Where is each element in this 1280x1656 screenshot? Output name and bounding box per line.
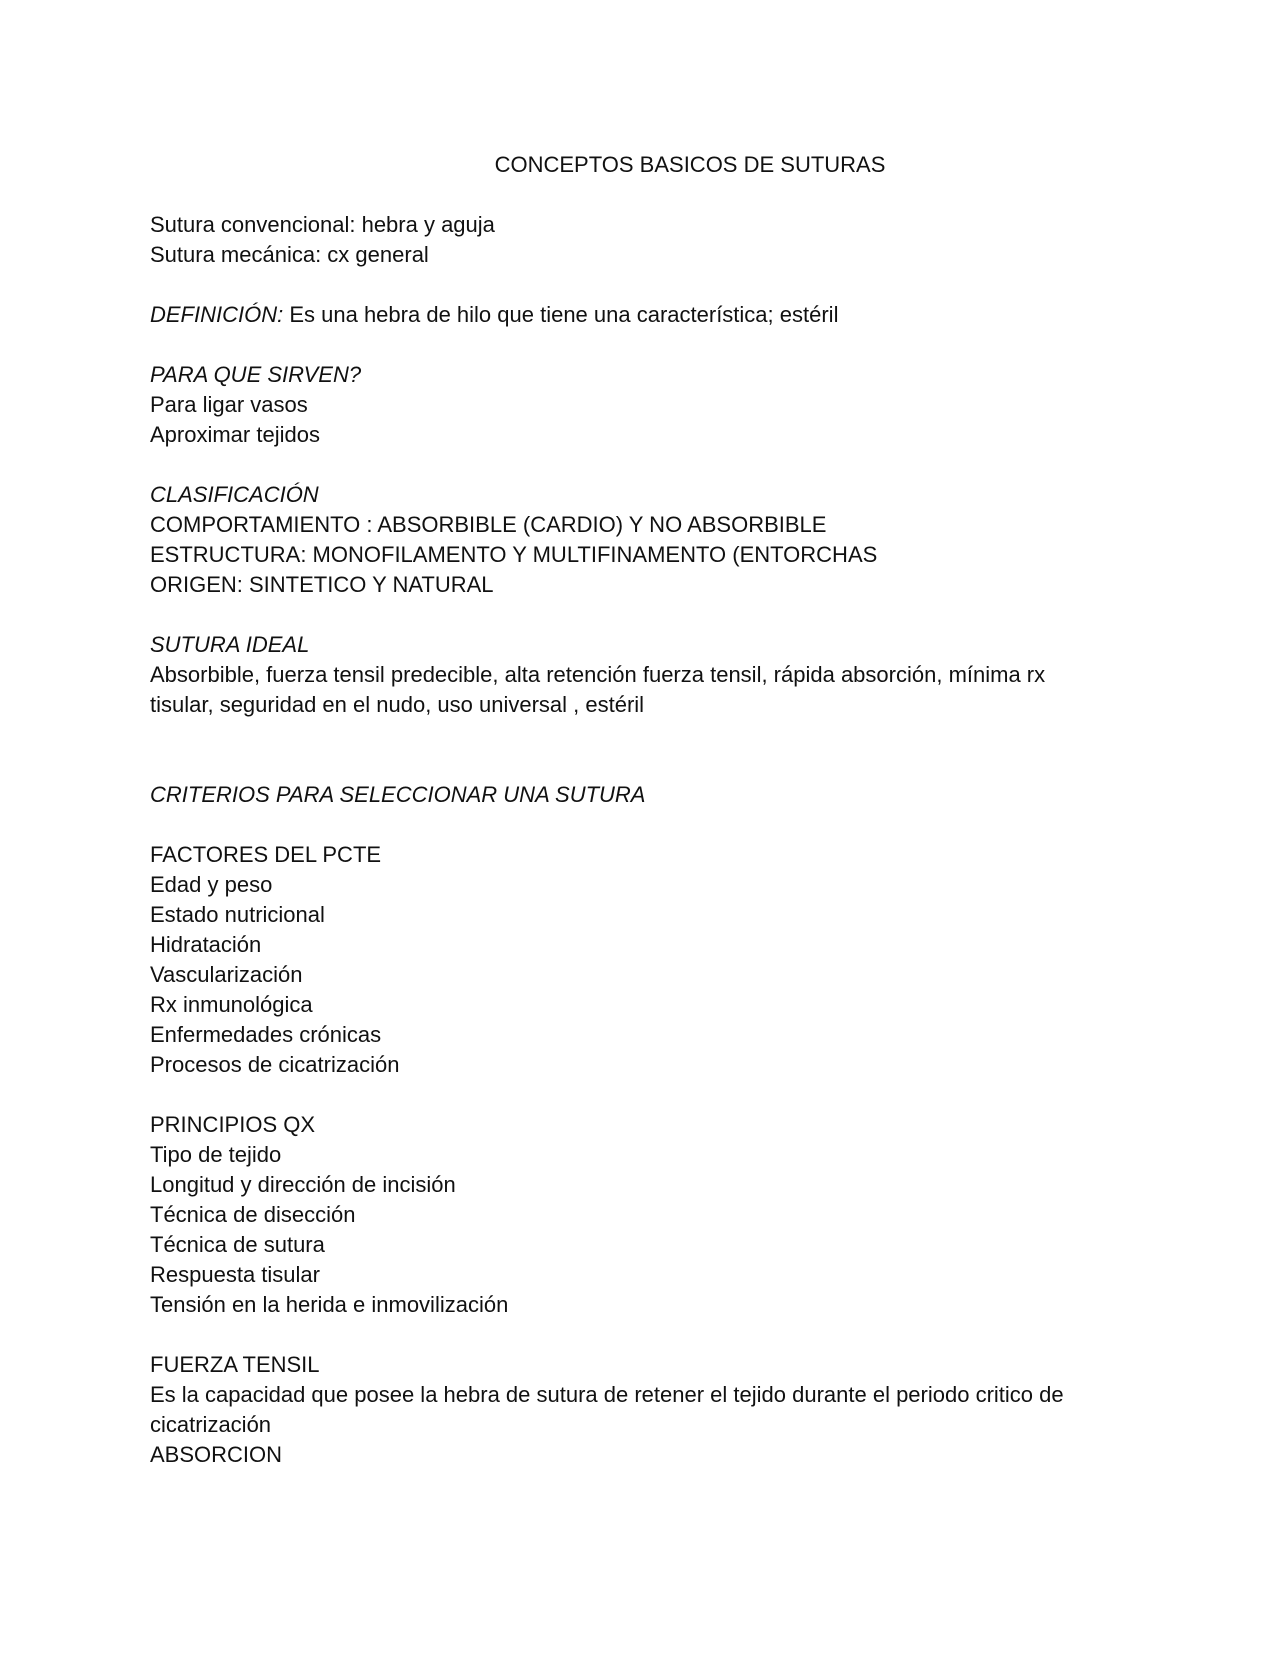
patient-factor-item: Vascularización xyxy=(150,962,303,987)
criteria-heading: CRITERIOS PARA SELECCIONAR UNA SUTURA xyxy=(150,782,646,807)
definition-text: Es una hebra de hilo que tiene una característica; estéril xyxy=(283,302,839,327)
intro-line-2: Sutura mecánica: cx general xyxy=(150,242,429,267)
classification-item: ORIGEN: SINTETICO Y NATURAL xyxy=(150,572,494,597)
surgical-principle-item: Técnica de disección xyxy=(150,1202,356,1227)
patient-factors-heading: FACTORES DEL PCTE xyxy=(150,842,382,867)
surgical-principles-heading: PRINCIPIOS QX xyxy=(150,1112,316,1137)
intro-line-1: Sutura convencional: hebra y aguja xyxy=(150,212,495,237)
definition-line xyxy=(150,300,1130,330)
surgical-principle-item: Tensión en la herida e inmovilización xyxy=(150,1292,509,1317)
patient-factor-item: Estado nutricional xyxy=(150,902,325,927)
patient-factor-item: Edad y peso xyxy=(150,872,273,897)
surgical-principle-item: Técnica de sutura xyxy=(150,1232,325,1257)
tensile-strength-heading: FUERZA TENSIL xyxy=(150,1352,320,1377)
classification-heading: CLASIFICACIÓN xyxy=(150,482,319,507)
definition-label: DEFINICIÓN: xyxy=(150,302,284,327)
absorption-heading: ABSORCION xyxy=(150,1442,283,1467)
document-body xyxy=(150,150,1130,1470)
patient-factor-item: Procesos de cicatrización xyxy=(150,1052,400,1077)
patient-factor-item: Rx inmunológica xyxy=(150,992,313,1017)
tensile-strength-text: Es la capacidad que posee la hebra de sutura de retener el tejido durante el periodo critico de cicatrización xyxy=(150,1382,1070,1437)
patient-factor-item: Enfermedades crónicas xyxy=(150,1022,382,1047)
ideal-heading: SUTURA IDEAL xyxy=(150,632,310,657)
page-title: CONCEPTOS BASICOS DE SUTURAS xyxy=(494,152,886,177)
classification-item: COMPORTAMIENTO : ABSORBIBLE (CARDIO) Y NO ABSORBIBLE xyxy=(150,512,827,537)
surgical-principle-item: Respuesta tisular xyxy=(150,1262,320,1287)
classification-item: ESTRUCTURA: MONOFILAMENTO Y MULTIFINAMENTO (ENTORCHAS xyxy=(150,542,878,567)
uses-heading: PARA QUE SIRVEN? xyxy=(150,362,362,387)
uses-item: Aproximar tejidos xyxy=(150,422,320,447)
uses-item: Para ligar vasos xyxy=(150,392,308,417)
ideal-text: Absorbible, fuerza tensil predecible, alta retención fuerza tensil, rápida absorción, mínima rx tisular, seguridad en el nudo, uso universal , estéril xyxy=(150,662,1052,717)
patient-factor-item: Hidratación xyxy=(150,932,262,957)
surgical-principle-item: Tipo de tejido xyxy=(150,1142,282,1167)
surgical-principle-item: Longitud y dirección de incisión xyxy=(150,1172,456,1197)
